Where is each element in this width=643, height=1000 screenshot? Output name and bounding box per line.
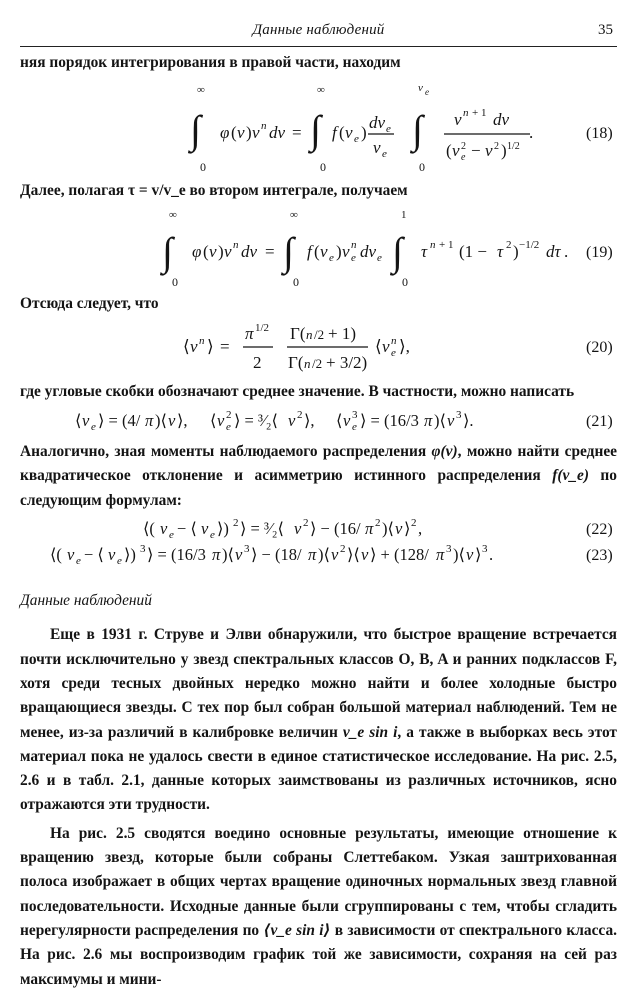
svg-text:+ 1): + 1) xyxy=(328,323,356,343)
svg-text:3: 3 xyxy=(352,409,358,422)
svg-text:=: = xyxy=(265,241,275,261)
svg-text:=: = xyxy=(220,336,230,356)
svg-text:v: v xyxy=(361,545,369,565)
equation-23-number: (23) xyxy=(586,547,613,565)
svg-text:3: 3 xyxy=(456,409,462,422)
svg-text:− ⟨: − ⟨ xyxy=(84,545,104,565)
svg-text:φ: φ xyxy=(220,123,230,143)
svg-text:⟩,: ⟩, xyxy=(304,411,315,431)
svg-text:v: v xyxy=(235,545,243,565)
svg-text:dv: dv xyxy=(493,110,510,130)
svg-text:∫: ∫ xyxy=(283,228,294,274)
svg-text:e: e xyxy=(386,123,391,136)
svg-text:v: v xyxy=(217,411,225,431)
svg-text:)⟨: )⟨ xyxy=(318,545,330,565)
svg-text:3: 3 xyxy=(482,543,488,556)
svg-text:⟩ = (4/: ⟩ = (4/ xyxy=(98,411,141,431)
svg-text:⟩: ⟩ xyxy=(475,545,482,565)
svg-text:): ) xyxy=(361,123,367,143)
svg-text:n: n xyxy=(391,334,397,347)
paragraph-moments-c: по следующим формулам: xyxy=(20,467,617,509)
svg-text:e: e xyxy=(391,346,396,359)
svg-text:1: 1 xyxy=(401,208,407,221)
svg-text:2: 2 xyxy=(506,238,512,251)
svg-text:⟨: ⟨ xyxy=(210,411,217,431)
paragraph-brackets xyxy=(20,380,617,404)
svg-text:v: v xyxy=(454,110,462,130)
svg-text:−1/2: −1/2 xyxy=(519,238,540,251)
paragraph-substitution-text: Далее, полагая τ = v/v_e во втором интеграле, получаем xyxy=(20,182,408,200)
svg-text:⟨: ⟨ xyxy=(375,336,382,356)
svg-text:2: 2 xyxy=(226,409,232,422)
svg-text:⟨: ⟨ xyxy=(75,411,82,431)
svg-text:Γ(: Γ( xyxy=(290,323,306,343)
paragraph-brackets-text: где угловые скобки обозначают среднее значение. В частности, можно написать xyxy=(20,382,575,400)
svg-text:⟩ = ³⁄₂⟨: ⟩ = ³⁄₂⟨ xyxy=(240,519,284,539)
svg-text:n: n xyxy=(199,334,205,347)
header-rule xyxy=(20,46,617,47)
svg-text:v: v xyxy=(373,138,381,158)
svg-text:): ) xyxy=(218,241,224,261)
svg-text:0: 0 xyxy=(200,160,206,175)
svg-text:e: e xyxy=(329,251,334,264)
svg-text:v: v xyxy=(67,545,75,565)
svg-text:e: e xyxy=(425,87,429,98)
svg-text:v: v xyxy=(485,141,493,161)
svg-text:⟩ = (16/3: ⟩ = (16/3 xyxy=(147,545,206,565)
svg-text:⟩): ⟩) xyxy=(217,519,229,539)
svg-text:)⟨: )⟨ xyxy=(222,545,234,565)
equation-19-render xyxy=(20,208,617,288)
svg-text:⟩ = ³⁄₂⟨: ⟩ = ³⁄₂⟨ xyxy=(234,411,278,431)
svg-text:v: v xyxy=(342,241,350,261)
svg-text:⟨(: ⟨( xyxy=(50,545,62,565)
svg-text:e: e xyxy=(354,133,359,146)
svg-text:.: . xyxy=(564,241,569,261)
section-title: Данные наблюдений xyxy=(20,592,152,610)
svg-text:⟨: ⟨ xyxy=(183,336,190,356)
svg-text:v: v xyxy=(252,123,260,143)
svg-text:(: ( xyxy=(231,123,237,143)
svg-text:∞: ∞ xyxy=(290,208,298,221)
equation-19-number: (19) xyxy=(586,243,613,261)
svg-text:v: v xyxy=(294,519,302,539)
svg-text:f: f xyxy=(332,123,337,143)
paragraph-struve-elvey-a: Еще в 1931 г. Струве и Элви обнаружили, что быстрое вращение встречается почти исключительно у звезд спектральных классов O, B, A и ранних подклассов F, хотя среди тесных двойных нередко можно найти и более холодные быстро вращающиеся звезды. С тех пор был собран большой материал наблюдений. Тем не менее, из-за различий в калибровке величин xyxy=(20,626,617,741)
svg-text:v: v xyxy=(108,545,116,565)
paragraph-slettebak xyxy=(20,822,617,992)
svg-text:2: 2 xyxy=(411,517,417,530)
svg-text:2: 2 xyxy=(303,517,309,530)
svg-text:e: e xyxy=(377,251,382,264)
svg-text:dv: dv xyxy=(369,113,386,133)
svg-text:v: v xyxy=(237,123,245,143)
svg-text:2: 2 xyxy=(494,141,499,153)
svg-text:∞: ∞ xyxy=(317,84,325,97)
svg-text:v: v xyxy=(447,411,455,431)
svg-text:0: 0 xyxy=(172,274,178,288)
svg-text:∫: ∫ xyxy=(412,107,423,153)
svg-text:2: 2 xyxy=(340,543,346,556)
svg-text:)⟨: )⟨ xyxy=(434,411,446,431)
svg-text:π: π xyxy=(424,411,433,431)
phi-of-v: φ(v) xyxy=(431,443,458,461)
svg-text:⟩ = (16/3: ⟩ = (16/3 xyxy=(360,411,419,431)
svg-text:n: n xyxy=(430,238,436,251)
svg-text:v: v xyxy=(168,411,176,431)
svg-text:φ: φ xyxy=(192,241,202,261)
svg-text:⟩: ⟩ xyxy=(207,336,214,356)
svg-text:dv: dv xyxy=(360,241,377,261)
svg-text:π: π xyxy=(212,545,221,565)
svg-text:e: e xyxy=(351,251,356,264)
svg-text:∞: ∞ xyxy=(197,84,205,97)
svg-text:⟩,: ⟩, xyxy=(399,336,410,356)
svg-text:⟩⟨: ⟩⟨ xyxy=(347,545,360,565)
svg-text:/2: /2 xyxy=(314,326,325,342)
svg-text:2: 2 xyxy=(461,141,466,153)
equation-18-number: (18) xyxy=(586,125,613,143)
paragraph-struve-elvey xyxy=(20,623,617,817)
svg-text:⟩,: ⟩, xyxy=(177,411,188,431)
svg-text:2: 2 xyxy=(375,517,381,530)
svg-text:)⟨: )⟨ xyxy=(382,519,394,539)
svg-text:v: v xyxy=(201,519,209,539)
equation-22-number: (22) xyxy=(586,521,613,539)
svg-text:e: e xyxy=(226,421,231,434)
svg-text:π: π xyxy=(245,323,254,343)
svg-text:.: . xyxy=(529,123,534,143)
svg-text:/2: /2 xyxy=(312,355,323,371)
paragraph-moments-b: , можно найти среднее квадратическое отклонение и асимметрию истинного распределения xyxy=(20,443,617,485)
paragraph-slettebak-a: На рис. 2.5 сводятся воедино основные результаты, имеющие отношение к вращению звезд, которые были собраны Слеттебаком. Узкая заштрихованная полоса изображает в общих чертах вращение одиночных нормальных звезд главной последовательности. Исходные данные были сгруппированы с тем, чтобы сгладить нерегулярности распределения по xyxy=(20,824,617,939)
svg-text:n: n xyxy=(306,326,313,342)
equation-23-render xyxy=(20,541,617,567)
svg-text:(: ( xyxy=(339,123,345,143)
svg-text:∞: ∞ xyxy=(169,208,177,221)
svg-text:⟨: ⟨ xyxy=(336,411,343,431)
equation-20-render xyxy=(20,320,617,376)
svg-text:v: v xyxy=(190,336,198,356)
svg-text:v: v xyxy=(382,336,390,356)
svg-text:e: e xyxy=(352,421,357,434)
svg-text:1/2: 1/2 xyxy=(507,141,520,153)
svg-text:v: v xyxy=(288,411,296,431)
svg-text:v: v xyxy=(452,141,460,161)
svg-text:)⟨: )⟨ xyxy=(155,411,167,431)
svg-text:dτ: dτ xyxy=(546,241,561,261)
svg-text:v: v xyxy=(160,519,168,539)
svg-text:(: ( xyxy=(314,241,320,261)
svg-text:v: v xyxy=(343,411,351,431)
equation-21 xyxy=(20,406,617,436)
svg-text:n: n xyxy=(233,238,239,251)
svg-text:0: 0 xyxy=(293,274,299,288)
svg-text:v: v xyxy=(320,241,328,261)
equation-19 xyxy=(20,208,617,288)
svg-text:−: − xyxy=(471,141,481,161)
svg-text:): ) xyxy=(246,123,252,143)
svg-text:): ) xyxy=(501,141,507,161)
svg-text:⟩): ⟩) xyxy=(124,545,136,565)
svg-text:τ: τ xyxy=(497,241,504,261)
svg-text:− ⟨: − ⟨ xyxy=(177,519,197,539)
equation-18 xyxy=(20,79,617,175)
svg-text:v: v xyxy=(209,241,217,261)
paragraph-continued: няя порядок интегрирования в правой части, находим xyxy=(20,54,401,71)
equation-23 xyxy=(20,541,617,567)
svg-text:0: 0 xyxy=(419,160,425,175)
svg-text:): ) xyxy=(513,241,519,261)
svg-text:+ 3/2): + 3/2) xyxy=(326,352,368,372)
equation-22-render xyxy=(20,515,617,541)
svg-text:v: v xyxy=(345,123,353,143)
svg-text:0: 0 xyxy=(402,274,408,288)
equation-21-render xyxy=(20,406,617,436)
svg-text:f: f xyxy=(307,241,312,261)
f-of-ve: f(v_e) xyxy=(552,467,589,485)
svg-text:v: v xyxy=(418,82,423,95)
svg-text:(: ( xyxy=(203,241,209,261)
svg-text:e: e xyxy=(169,529,174,542)
svg-text:2: 2 xyxy=(253,352,262,372)
svg-text:3: 3 xyxy=(244,543,250,556)
svg-text:,: , xyxy=(418,519,423,539)
svg-text:Γ(: Γ( xyxy=(288,352,304,372)
svg-text:∫: ∫ xyxy=(190,107,201,153)
svg-text:π: π xyxy=(145,411,154,431)
svg-text:n: n xyxy=(304,355,311,371)
svg-text:0: 0 xyxy=(320,160,326,175)
svg-text:e: e xyxy=(117,555,122,568)
svg-text:n: n xyxy=(463,107,469,120)
svg-text:2: 2 xyxy=(233,517,239,530)
svg-text:+ 1: + 1 xyxy=(472,107,487,120)
paragraph-struve-elvey-b: , а также в выборках весь этот материал пока не удалось свести в единое статистическое исследование. На рис. 2.5, 2.6 и в табл. 2.1, данные которых заимствованы из различных источников, ясно отражаются эти трудности. xyxy=(20,723,617,814)
svg-text:⟩ − (18/: ⟩ − (18/ xyxy=(251,545,302,565)
svg-text:3: 3 xyxy=(140,543,146,556)
svg-text:dv: dv xyxy=(241,241,258,261)
svg-text:v: v xyxy=(466,545,474,565)
svg-text:e: e xyxy=(91,421,96,434)
page-number: 35 xyxy=(598,22,613,38)
running-title: Данные наблюдений xyxy=(252,22,385,38)
running-header xyxy=(20,16,617,44)
svg-text:π: π xyxy=(308,545,317,565)
svg-text:⟩ + (128/: ⟩ + (128/ xyxy=(370,545,429,565)
svg-text:⟩: ⟩ xyxy=(404,519,411,539)
paragraph-slettebak-b: в зависимости от спектрального класса. На рис. 2.6 мы воспроизводим график той же зависимости, сохраняя на сей раз максимумы и мини- xyxy=(20,921,617,988)
mean-ve-sin-i: ⟨v_e sin i⟩ xyxy=(263,921,331,939)
svg-text:π: π xyxy=(436,545,445,565)
paragraph-moments-a: Аналогично, зная моменты наблюдаемого распределения xyxy=(20,443,432,461)
equation-21-number: (21) xyxy=(586,413,613,431)
svg-text:(1 −: (1 − xyxy=(459,241,487,261)
svg-text:∫: ∫ xyxy=(162,228,173,274)
svg-text:2: 2 xyxy=(297,409,303,422)
svg-text:v: v xyxy=(224,241,232,261)
svg-text:⟩ − (16/: ⟩ − (16/ xyxy=(310,519,361,539)
svg-text:): ) xyxy=(336,241,342,261)
equation-22 xyxy=(20,515,617,541)
paragraph-hence-text: Отсюда следует, что xyxy=(20,294,159,312)
svg-text:3: 3 xyxy=(446,543,452,556)
svg-text:⟩.: ⟩. xyxy=(463,411,474,431)
svg-text:.: . xyxy=(489,545,494,565)
svg-text:π: π xyxy=(365,519,374,539)
svg-text:e: e xyxy=(210,529,215,542)
svg-text:e: e xyxy=(461,152,466,164)
equation-20 xyxy=(20,320,617,376)
svg-text:e: e xyxy=(76,555,81,568)
svg-text:+ 1: + 1 xyxy=(439,238,454,251)
ve-sin-i: v_e sin i xyxy=(342,723,398,741)
svg-text:v: v xyxy=(331,545,339,565)
svg-text:=: = xyxy=(292,123,302,143)
svg-text:dv: dv xyxy=(269,123,286,143)
svg-text:v: v xyxy=(395,519,403,539)
paragraph-moments xyxy=(20,440,617,513)
paragraph-substitution xyxy=(20,179,617,203)
svg-text:⟨(: ⟨( xyxy=(143,519,155,539)
svg-text:)⟨: )⟨ xyxy=(453,545,465,565)
svg-text:e: e xyxy=(382,148,387,161)
equation-18-render xyxy=(20,79,617,175)
svg-text:∫: ∫ xyxy=(392,228,403,274)
paragraph-hence xyxy=(20,292,617,316)
svg-text:n: n xyxy=(351,238,357,251)
equation-20-number: (20) xyxy=(586,338,613,356)
svg-text:1/2: 1/2 xyxy=(255,321,270,334)
svg-text:τ: τ xyxy=(421,241,428,261)
svg-text:(: ( xyxy=(446,141,452,161)
svg-text:∫: ∫ xyxy=(310,107,321,153)
svg-text:v: v xyxy=(82,411,90,431)
svg-text:n: n xyxy=(261,120,267,133)
